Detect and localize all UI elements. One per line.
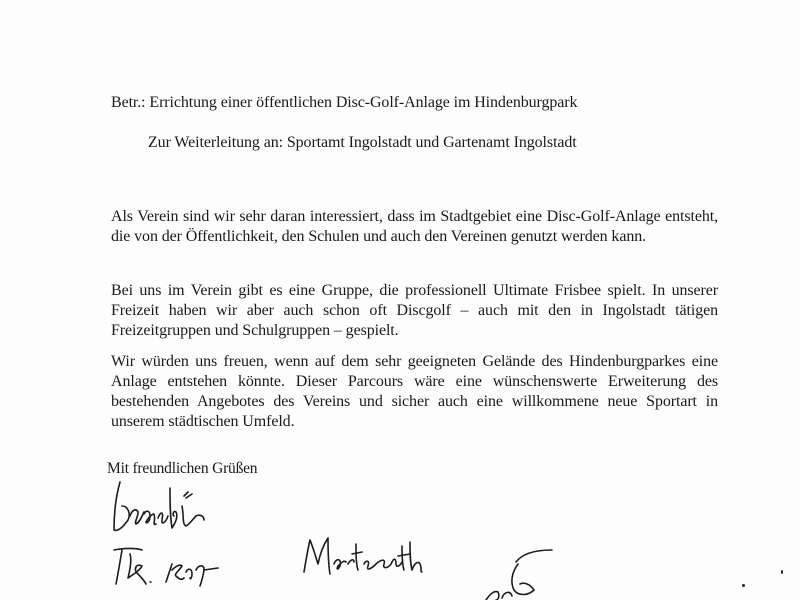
letter-paragraph: Wir würden uns freuen, wenn auf dem sehr geeigneten Gelände des Hindenburgparkes eine Anlage entstehen könnte. Dieser Parcours wäre eine wünschenswerte Erweiterung des bestehenden Angebotes des Vereins und sicher auch eine willkommene neue Sportart in unserem städtischen Umfeld. <box>111 353 718 430</box>
signature-4 <box>472 538 582 600</box>
signature-2 <box>106 540 224 590</box>
letter-paragraph: Bei uns im Verein gibt es eine Gruppe, die professionell Ultimate Frisbee spielt. In unserer Freizeit haben wir aber auch schon oft Discgolf – auch mit den in Ingolstadt tätigen Freizeitgruppen und Schulgruppen – gespielt. <box>111 282 718 339</box>
letter-subject: Betr.: Errichtung einer öffentlichen Disc-Golf-Anlage im Hindenburgpark <box>111 94 578 111</box>
scan-speck <box>742 584 745 587</box>
letter-paragraph: Als Verein sind wir sehr daran interessiert, dass im Stadtgebiet eine Disc-Golf-Anlage entsteht, die von der Öffentlichkeit, den Schulen und auch den Vereinen genutzt werden kann. <box>111 208 718 245</box>
closing-line: Mit freundlichen Grüßen <box>107 460 258 477</box>
forward-to-line: Zur Weiterleitung an: Sportamt Ingolstadt und Gartenamt Ingolstadt <box>148 134 577 151</box>
signature-1 <box>100 476 210 542</box>
signature-3 <box>296 530 426 580</box>
scan-speck <box>781 570 783 574</box>
